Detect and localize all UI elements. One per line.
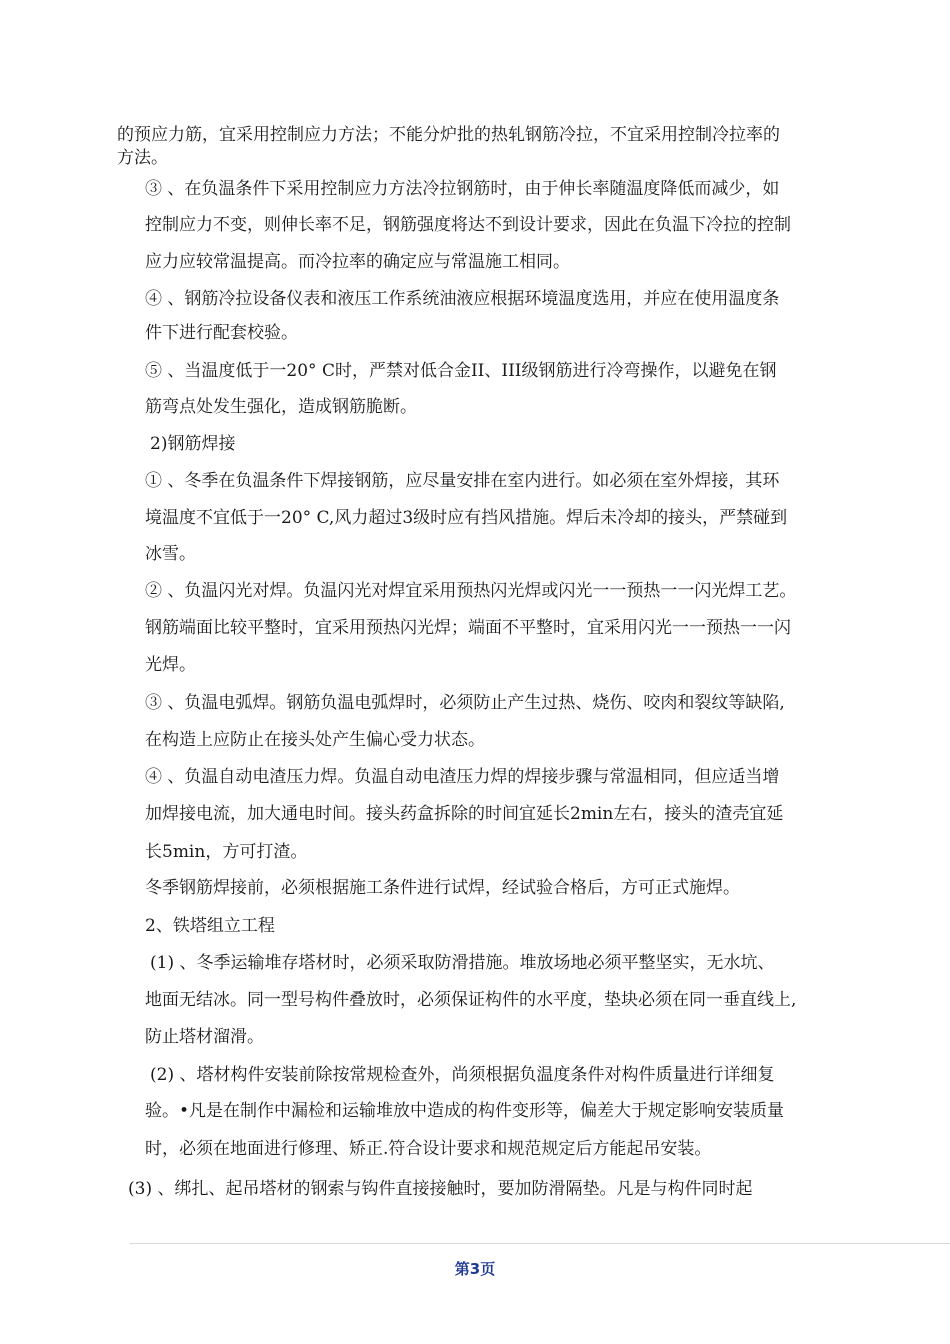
text-line: 应力应较常温提高。而冷拉率的确定应与常温施工相同。	[145, 252, 570, 272]
text-line: 钢筋端面比较平整时，宜采用预热闪光焊；端面不平整时，宜采用闪光一一预热一一闪	[145, 618, 791, 638]
text-line: 加焊接电流，加大通电时间。接头药盒拆除的时间宜延长2min左右，接头的渣壳宜延	[145, 804, 784, 824]
text-line: 验。•凡是在制作中漏检和运输堆放中造成的构件变形等，偏差大于规定影响安装质量	[145, 1101, 785, 1121]
text-line: 的预应力筋，宜采用控制应力方法；不能分炉批的热轧钢筋冷拉，不宜采用控制冷拉率的	[117, 125, 780, 145]
text-line: ③ 、负温电弧焊。钢筋负温电弧焊时，必须防止产生过热、烧伤、咬肉和裂纹等缺陷,	[145, 693, 785, 713]
footer-divider	[130, 1243, 950, 1244]
text-line: (3) 、绑扎、起吊塔材的钢索与钩件直接接触时，要加防滑隔垫。凡是与构件同时起	[128, 1179, 753, 1199]
text-line: 冰雪。	[145, 544, 196, 564]
text-line: ③ 、在负温条件下采用控制应力方法冷拉钢筋时，由于伸长率随温度降低而减少，如	[145, 179, 780, 199]
text-line: ⑤ 、当温度低于一20° C时，严禁对低合金II、III级钢筋进行冷弯操作，以避免在钢	[145, 361, 777, 381]
text-line: 时，必须在地面进行修理、矫正.符合设计要求和规范规定后方能起吊安装。	[145, 1139, 712, 1159]
text-line: ④ 、钢筋冷拉设备仪表和液压工作系统油液应根据环境温度选用，并应在使用温度条	[145, 289, 780, 309]
text-line: (2) 、塔材构件安装前除按常规检查外，尚须根据负温度条件对构件质量进行详细复	[150, 1065, 775, 1085]
section-heading: 2、铁塔组立工程	[145, 916, 275, 936]
text-line: 长5min，方可打渣。	[145, 842, 308, 862]
text-line: (1) 、冬季运输堆存塔材时，必须采取防滑措施。堆放场地必须平整坚实，无水坑、	[150, 953, 775, 973]
text-line: ① 、冬季在负温条件下焊接钢筋，应尽量安排在室内进行。如必须在室外焊接，其环	[145, 471, 780, 491]
text-line: 筋弯点处发生强化，造成钢筋脆断。	[145, 397, 417, 417]
section-heading: 2)钢筋焊接	[150, 434, 236, 454]
text-line: 在构造上应防止在接头处产生偏心受力状态。	[145, 730, 485, 750]
text-line: 光焊。	[145, 655, 196, 675]
text-line: 件下进行配套校验。	[145, 323, 298, 343]
text-line: ④ 、负温自动电渣压力焊。负温自动电渣压力焊的焊接步骤与常温相同，但应适当增	[145, 767, 780, 787]
text-line: 方法。	[117, 148, 168, 168]
text-line: 地面无结冰。同一型号构件叠放时，必须保证构件的水平度，垫块必须在同一垂直线上,	[145, 990, 797, 1010]
text-line: 控制应力不变，则伸长率不足，钢筋强度将达不到设计要求，因此在负温下冷拉的控制	[145, 215, 791, 235]
text-line: 冬季钢筋焊接前，必须根据施工条件进行试焊，经试验合格后，方可正式施焊。	[145, 878, 740, 898]
text-line: 境温度不宜低于一20° C,风力超过3级时应有挡风措施。焊后未冷却的接头，严禁碰到	[145, 508, 788, 528]
text-line: 防止塔材溜滑。	[145, 1027, 264, 1047]
text-line: ② 、负温闪光对焊。负温闪光对焊宜采用预热闪光焊或闪光一一预热一一闪光焊工艺。	[145, 581, 797, 601]
page-number: 第3页	[454, 1260, 496, 1278]
